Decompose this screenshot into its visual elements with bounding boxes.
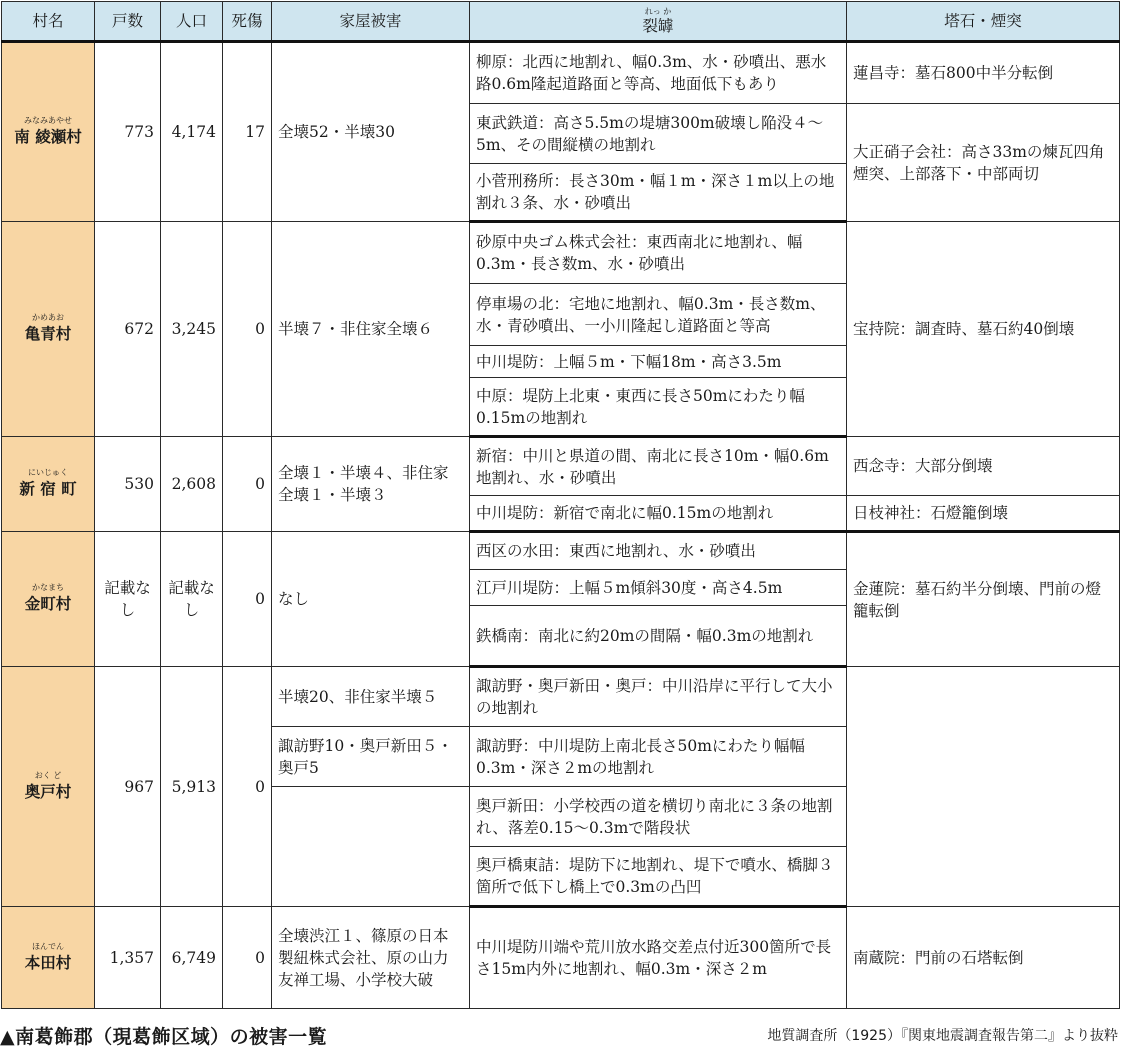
fissure-cell: 西区の水田：東西に地割れ、水・砂噴出 <box>470 532 847 570</box>
village-label: 金町村 <box>24 594 72 613</box>
fissure-cell: 奥戸新田：小学校西の道を横切り南北に３条の地割れ、落差0.15～0.3mで階段状 <box>470 787 847 847</box>
table-caption: ▲南葛飾郡（現葛飾区域）の被害一覧 <box>0 1026 328 1048</box>
fissure-cell: 中原：堤防上北東・東西に長さ50mにわたり幅0.15mの地割れ <box>470 378 847 437</box>
table-row <box>2 532 1120 570</box>
house-damage-cell: 全壊渋江１、篠原の日本製紐株式会社、原の山力友禅工場、小学校大破 <box>272 907 470 1009</box>
fissure-cell: 諏訪野・奥戸新田・奥戸：中川沿岸に平行して大小の地割れ <box>470 667 847 727</box>
tower-cell: 西念寺：大部分倒壊 <box>847 437 1120 496</box>
households-cell: 記載なし <box>95 532 161 667</box>
header-row <box>2 2 1120 42</box>
fissure-cell: 停車場の北：宅地に地割れ、幅0.3m・長さ数m、水・青砂噴出、一小川隆起し道路面と等高 <box>470 284 847 346</box>
fissure-cell: 中川堤防：上幅５m・下幅18m・高さ3.5m <box>470 346 847 378</box>
population-cell: 5,913 <box>161 667 223 907</box>
village-name <box>2 42 95 222</box>
population-cell: 3,245 <box>161 222 223 437</box>
fissure-cell: 諏訪野：中川堤防上南北長さ50mにわたり幅幅0.3m・深さ２mの地割れ <box>470 727 847 787</box>
header-towers: 塔石・煙突 <box>847 2 1120 42</box>
fissure-cell: 奥戸橋東詰：堤防下に地割れ、堤下で噴水、橋脚３箇所で低下し橋上で0.3mの凸凹 <box>470 847 847 907</box>
header-village: 村名 <box>2 2 95 42</box>
header-population: 人口 <box>161 2 223 42</box>
table-row <box>2 222 1120 284</box>
village-ruby: にいじゅく <box>28 468 68 477</box>
house-damage-cell <box>272 787 470 907</box>
village-ruby: かなまち <box>32 583 64 592</box>
fissure-cell: 鉄橋南：南北に約20mの間隔・幅0.3mの地割れ <box>470 606 847 667</box>
tower-cell: 日枝神社：石燈籠倒壊 <box>847 496 1120 532</box>
village-label: 本田村 <box>24 952 72 972</box>
casualties-cell: 0 <box>223 667 272 907</box>
tower-cell <box>847 667 1120 907</box>
households-cell: 773 <box>95 42 161 222</box>
population-cell: 2,608 <box>161 437 223 532</box>
header-fissures <box>470 2 847 42</box>
village-ruby: ほんでん <box>32 941 64 951</box>
damage-table <box>1 1 1120 1009</box>
village-ruby: おく ど <box>34 770 62 780</box>
house-damage-cell: 全壊１・半壊４、非住家全壊１・半壊３ <box>272 437 470 532</box>
fissure-cell: 中川堤防川端や荒川放水路交差点付近300箇所で長さ15m内外に地割れ、幅0.3m・深さ２m <box>470 907 847 1009</box>
village-label: 奥戸村 <box>24 781 72 801</box>
tower-cell: 南蔵院：門前の石塔転倒 <box>847 907 1120 1009</box>
casualties-cell: 17 <box>223 42 272 222</box>
casualties-cell: 0 <box>223 222 272 437</box>
casualties-cell: 0 <box>223 907 272 1009</box>
house-damage-cell: 全壊52・半壊30 <box>272 42 470 222</box>
header-households: 戸数 <box>95 2 161 42</box>
header-fissures-label: 裂罅 <box>642 16 674 35</box>
village-name <box>2 222 95 437</box>
fissure-cell: 中川堤防：新宿で南北に幅0.15mの地割れ <box>470 496 847 532</box>
fissure-cell: 砂原中央ゴム株式会社：東西南北に地割れ、幅0.3m・長さ数m、水・砂噴出 <box>470 222 847 284</box>
village-ruby: かめあお <box>32 313 64 322</box>
table-row <box>2 437 1120 496</box>
households-cell: 1,357 <box>95 907 161 1009</box>
casualties-cell: 0 <box>223 532 272 667</box>
village-ruby: みなみあやせ <box>24 116 72 125</box>
population-cell: 6,749 <box>161 907 223 1009</box>
village-name <box>2 667 95 907</box>
source-citation: 地質調査所（1925）『関東地震調査報告第二』より抜粋 <box>767 1028 1118 1044</box>
fissure-cell: 東武鉄道：高さ5.5mの堤塘300m破壊し陥没４～5m、その間縦横の地割れ <box>470 104 847 164</box>
table-row <box>2 907 1120 1009</box>
header-fissures-ruby: れっ か <box>644 6 672 16</box>
house-damage-cell: 半壊７・非住家全壊６ <box>272 222 470 437</box>
village-name <box>2 437 95 532</box>
village-label: 南 綾瀬村 <box>14 127 82 146</box>
header-house-damage: 家屋被害 <box>272 2 470 42</box>
village-name <box>2 907 95 1009</box>
tower-cell: 大正硝子会社：高さ33mの煉瓦四角煙突、上部落下・中部両切 <box>847 104 1120 222</box>
house-damage-cell: 半壊20、非住家半壊５ <box>272 667 470 727</box>
tower-cell: 宝持院：調査時、墓石約40倒壊 <box>847 222 1120 437</box>
village-label: 亀青村 <box>24 324 72 343</box>
house-damage-cell: 諏訪野10・奥戸新田５・奥戸5 <box>272 727 470 787</box>
households-cell: 672 <box>95 222 161 437</box>
households-cell: 967 <box>95 667 161 907</box>
village-label: 新 宿 町 <box>19 479 77 498</box>
header-casualties: 死傷 <box>223 2 272 42</box>
tower-cell: 金蓮院：墓石約半分倒壊、門前の燈籠転倒 <box>847 532 1120 667</box>
population-cell: 4,174 <box>161 42 223 222</box>
fissure-cell: 江戸川堤防：上幅５m傾斜30度・高さ4.5m <box>470 570 847 606</box>
village-name <box>2 532 95 667</box>
tower-cell: 蓮昌寺：墓石800中半分転倒 <box>847 42 1120 104</box>
households-cell: 530 <box>95 437 161 532</box>
table-row <box>2 42 1120 104</box>
fissure-cell: 小菅刑務所：長さ30m・幅１m・深さ１m以上の地割れ３条、水・砂噴出 <box>470 164 847 222</box>
house-damage-cell: なし <box>272 532 470 667</box>
fissure-cell: 新宿：中川と県道の間、南北に長さ10m・幅0.6m地割れ、水・砂噴出 <box>470 437 847 496</box>
fissure-cell: 柳原：北西に地割れ、幅0.3m、水・砂噴出、悪水路0.6m隆起道路面と等高、地面低下もあり <box>470 42 847 104</box>
casualties-cell: 0 <box>223 437 272 532</box>
population-cell: 記載なし <box>161 532 223 667</box>
table-row <box>2 667 1120 727</box>
